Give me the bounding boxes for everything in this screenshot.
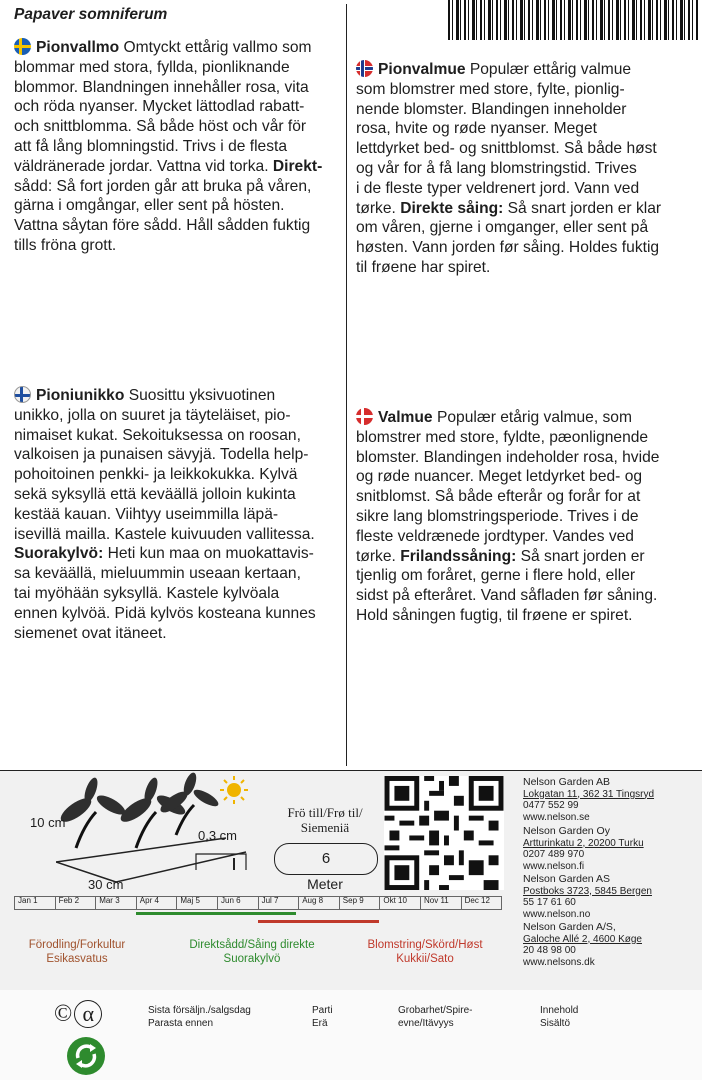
finnish-text: Pioniunikko Suosittu yksivuotinen unikko, jolla on suuret ja täyteläiset, pio- nimaiset kukat. Sekoituksessa on roosan, valkoisen ja punaisen sävyjä. Todella help- pohoitoinen penkki- ja leikkokukka. Kylvä sekä syksyllä että keväällä jolloin kukinta kestää kauan. Viihtyy useimmilla läpä- isevillä mailla. Kastele kuivuuden vallitessa. Suorakylvö: Heti kun maa on muokattavis- sa keväällä, mieluummin useaan kertaan, tai myöhään syksyllä. Kastele kylvöala ennen kylvöä. Pidä kylvös kosteana kunnes siemenet ovat itäneet. [14,387,316,642]
website-se[interactable]: www.nelson.se [523,811,590,823]
month-cell: Sep 9 [339,896,379,910]
alpha-icon: © α [54,1000,102,1028]
legend-precultivation: Förodling/Forkultur Esikasvatus [28,939,126,965]
qr-code-icon [384,776,504,890]
company-no: Nelson Garden AS Postboks 3723, 5845 Bergen 55 17 61 60 www.nelson.no [523,873,652,920]
danish-title: Valmue [378,409,433,426]
recycle-icon [66,1036,106,1076]
month-cell: Maj 5 [176,896,216,910]
seed-distance-value: 6 [274,843,378,875]
month-cell: Nov 11 [420,896,460,910]
sowing-depth: 0,3 cm [198,828,238,843]
norway-flag-icon [356,60,373,77]
bloom-bar [258,920,379,923]
website-fi[interactable]: www.nelson.fi [523,860,585,872]
best-before-label: Sista försäljn./salgsdag Parasta ennen [148,1005,251,1029]
seed-distance-label: Frö till/Frø til/ Siemeniä [287,805,363,835]
plant-icon [117,776,188,848]
finnish-title: Pioniunikko [36,387,125,404]
sweden-flag-icon [14,38,31,55]
legend-bloom: Blomstring/Skörd/Høst Kukkii/Sato [367,939,483,965]
plant-icon [157,771,220,835]
website-dk[interactable]: www.nelsons.dk [523,956,595,968]
column-divider [346,4,347,766]
norwegian-title: Pionvalmue [378,61,466,78]
company-dk: Nelson Garden A/S, Galoche Allé 2, 4600 Køge 20 48 98 00 www.nelsons.dk [523,921,642,968]
month-cell: Apr 4 [136,896,176,910]
month-cell: Jan 1 [14,896,54,910]
seed-distance-unit: Meter [307,876,343,892]
month-cell: Okt 10 [379,896,419,910]
company-fi: Nelson Garden Oy Artturinkatu 2, 20200 Turku 0207 489 970 www.nelson.fi [523,825,644,872]
month-cell: Jun 6 [217,896,257,910]
plant-spacing: 30 cm [88,877,124,892]
scientific-name: Papaver somniferum [14,6,168,23]
plant-icon [57,776,128,848]
denmark-flag-icon [356,408,373,425]
contents-label: Innehold Sisältö [540,1005,579,1029]
finland-flag-icon [14,386,31,403]
month-cell: Mar 3 [95,896,135,910]
danish-text: Valmue Populær etårig valmue, som blomstrer med store, fyldte, pæonlignende blomster. Blandingen indeholder rosa, hvide og røde nuancer. Meget letdyrket bed- og snitblomst. Så både efterår og forår for at sikre lang blomstringsperiode. Trives i de fleste veldrænede jordtyper. Vandes ved tørke. Frilandssåning: Så snart jorden er tjenlig om foråret, gerne i flere hold, eller sidst på efteråret. Vand såfladen før såning. Hold såningen fugtig, til frøene er spiret. [356,409,660,624]
website-no[interactable]: www.nelson.no [523,908,591,920]
month-cell: Feb 2 [55,896,95,910]
germination-label: Grobarhet/Spire- evne/Itävyys [398,1005,473,1029]
sowing-calendar [14,896,502,936]
month-cell: Dec 12 [461,896,501,910]
month-cell: Jul 7 [258,896,298,910]
barcode [448,0,698,40]
norwegian-text: Pionvalmue Populær ettårig valmue som blomstrer med store, fylte, pionlig- nende blomster. Blandingen inneholder rosa, hvite og røde nyanser. Meget lettdyrket bed- og snittblomst. Så både høst og vår for å få lang blomstringstid. Trives i de fleste typer veldrenert jord. Vann ved tørke. Direkte såing: Så snart jorden er klar om våren, gjerne i omganger, eller sent på høsten. Vann jorden før såing. Holdes fuktig til frøene har spiret. [356,61,662,276]
sun-icon [220,776,248,804]
lot-label: Parti Erä [312,1005,333,1029]
month-cell: Aug 8 [298,896,338,910]
swedish-text: Pionvallmo Omtyckt ettårig vallmo som blommar med stora, fyllda, pionliknande blommor. Blandningen innehåller rosa, vita och röda nyanser. Mycket lättodlad rabatt- och snittblomma. Så både höst och vår för att få lång blomningstid. Trivs i de flesta väldränerade jordar. Vattna vid torka. Direkt- sådd: Så fort jorden går att bruka på våren, gärna i omgångar, eller sent på hösten. Vattna såytan före sådd. Håll sådden fuktig tills fröna grott. [14,39,323,254]
row-spacing: 10 cm [30,815,66,830]
company-se: Nelson Garden AB Lokgatan 11, 362 31 Tingsryd 0477 552 99 www.nelson.se [523,776,655,823]
legend-direct-sowing: Direktsådd/Såing direkte Suorakylvö [189,939,315,965]
direct-sowing-bar [136,912,296,915]
swedish-title: Pionvallmo [36,39,120,56]
